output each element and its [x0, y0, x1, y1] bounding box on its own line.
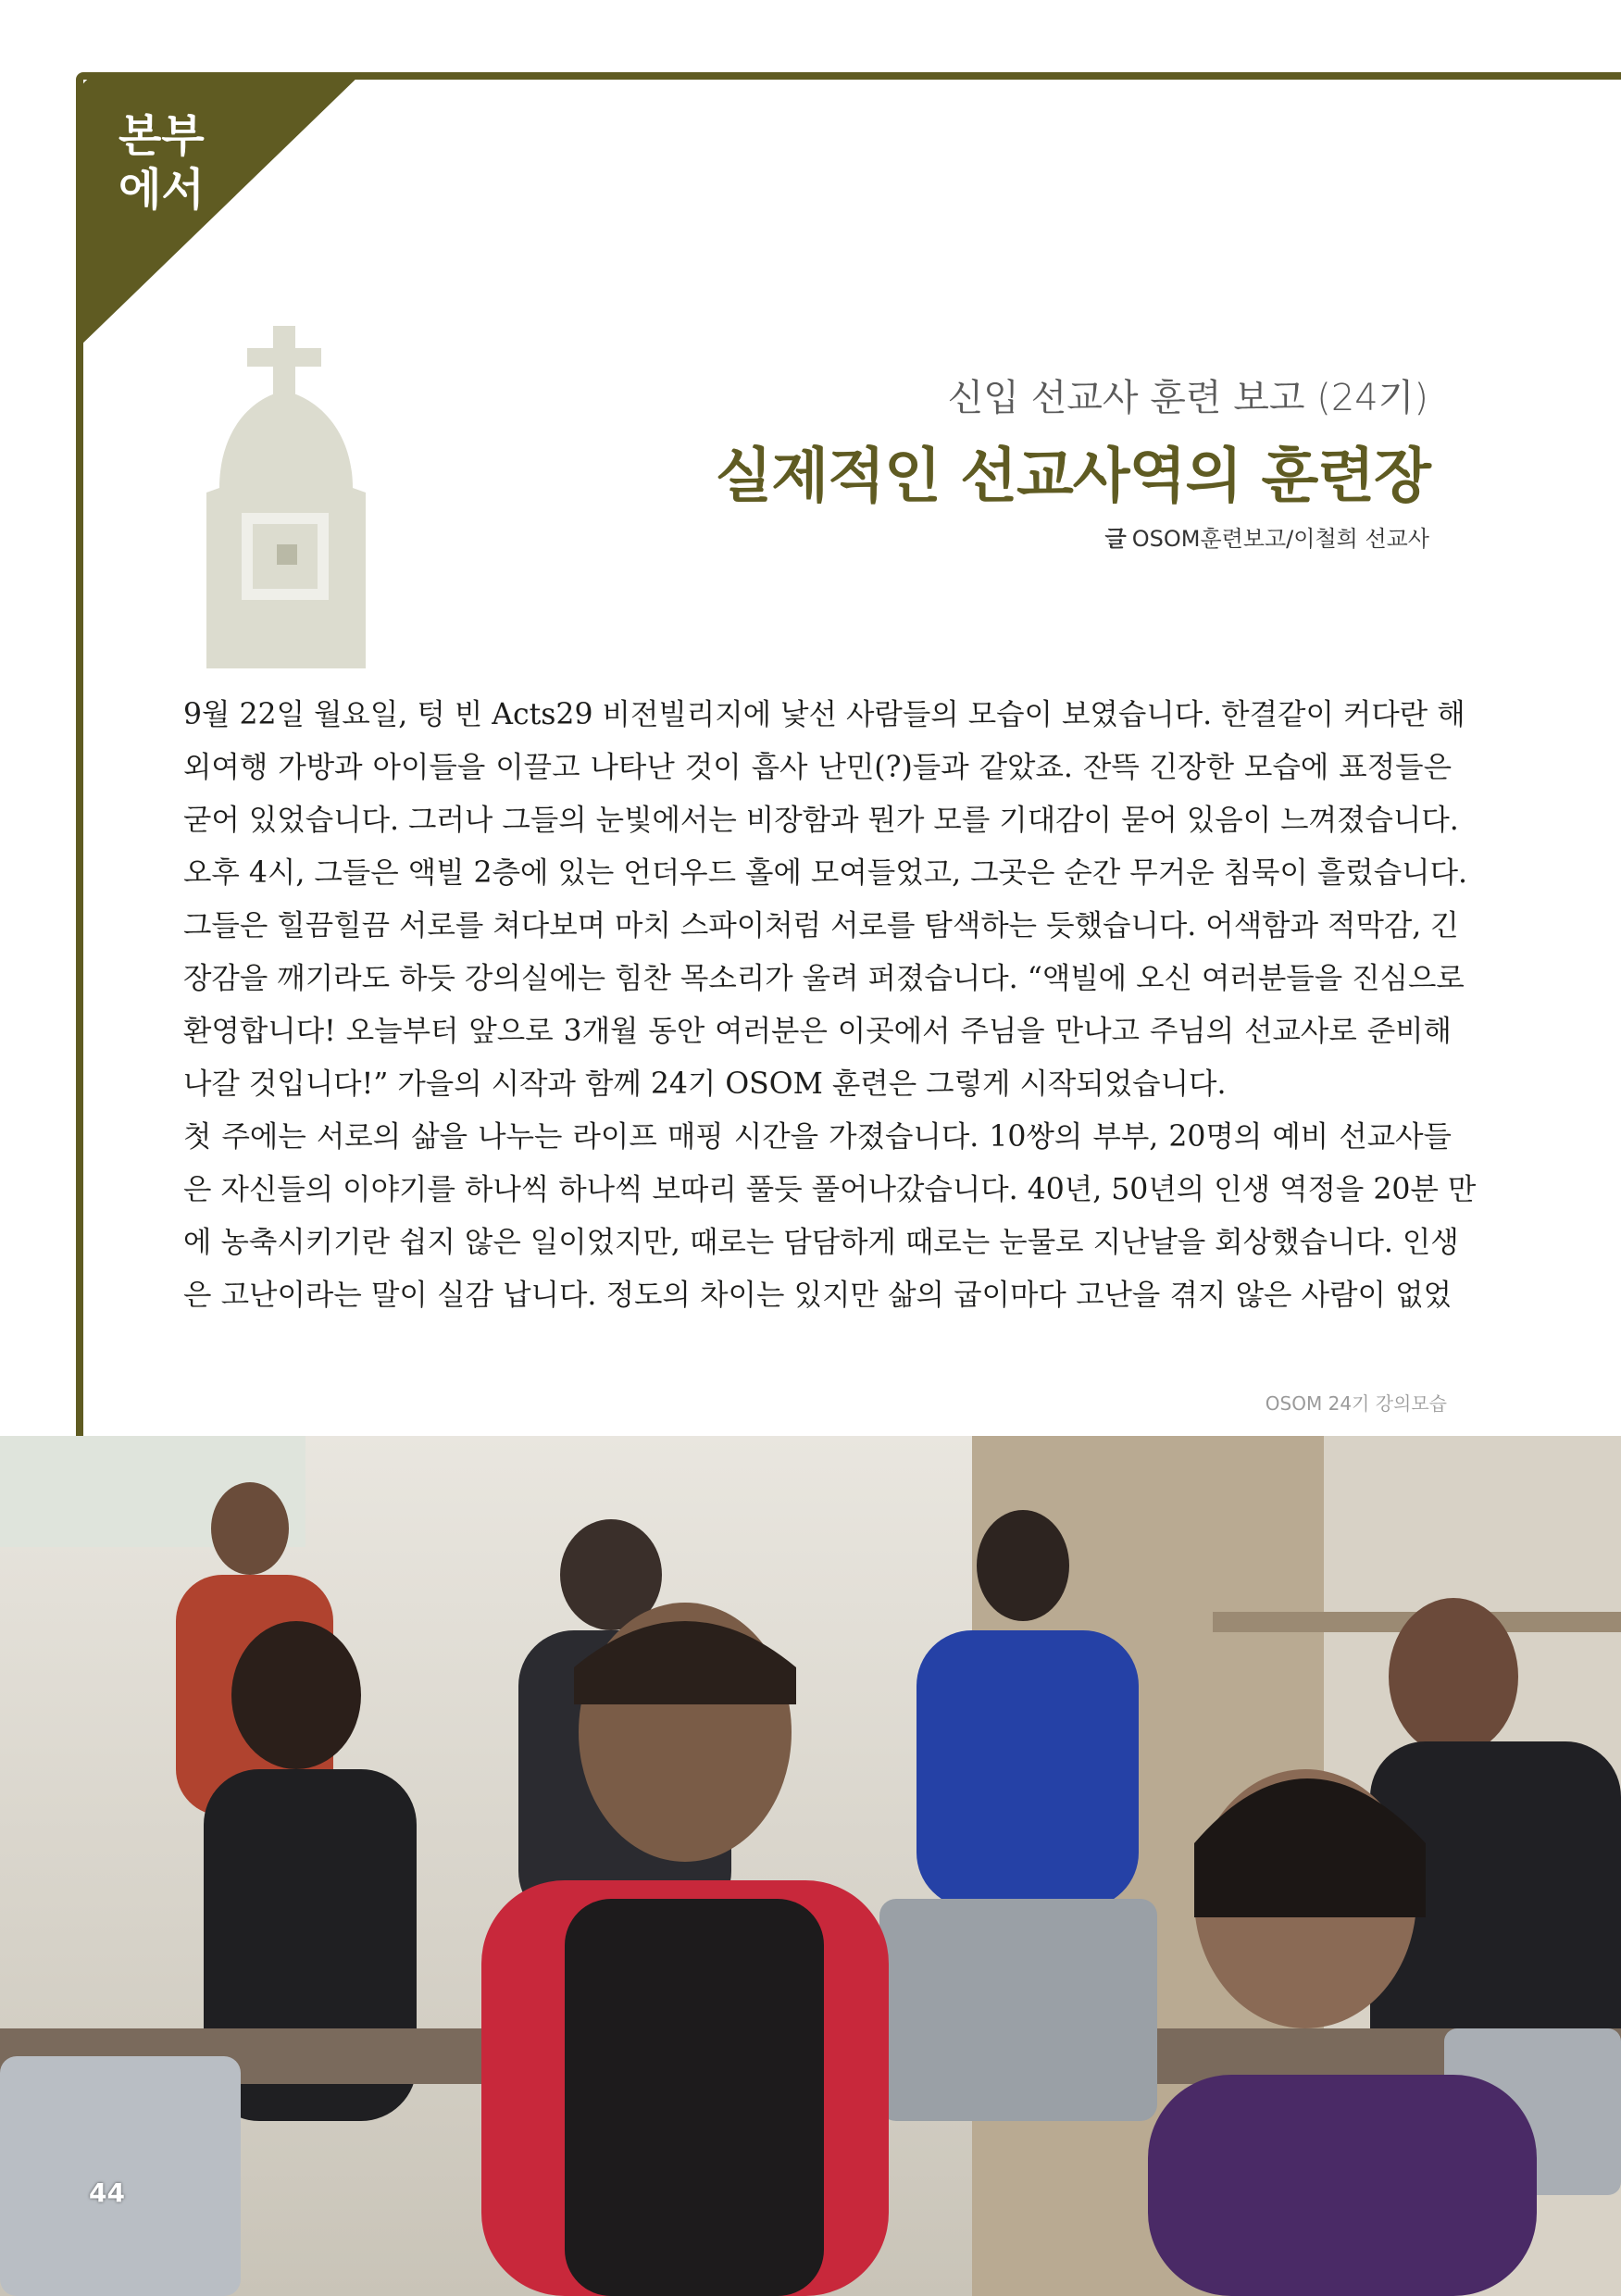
body-line: 은 자신들의 이야기를 하나씩 하나씩 보따리 풀듯 풀어나갔습니다. 40년, 50년의 인생 역정을 20분 만 — [183, 1173, 1477, 1206]
body-line: 외여행 가방과 아이들을 이끌고 나타난 것이 흡사 난민(?)들과 같았죠. 잔뜩 긴장한 모습에 표정들은 — [183, 751, 1452, 784]
article-body — [183, 689, 1477, 1322]
body-line: 장감을 깨기라도 하듯 강의실에는 힘찬 목소리가 울려 퍼졌습니다. “액빌에 오신 여러분들을 진심으로 — [183, 962, 1465, 995]
body-line: 은 고난이라는 말이 실감 납니다. 정도의 차이는 있지만 삶의 굽이마다 고난을 겪지 않은 사람이 없었 — [183, 1279, 1452, 1312]
section-label-line2: 에서 — [118, 164, 205, 216]
body-line: 에 농축시키기란 쉽지 않은 일이었지만, 때로는 담담하게 때로는 눈물로 지난날을 회상했습니다. 인생 — [183, 1226, 1459, 1259]
body-line: 첫 주에는 서로의 삶을 나누는 라이프 매핑 시간을 가졌습니다. 10쌍의 부부, 20명의 예비 선교사들 — [183, 1120, 1452, 1154]
byline-prefix: 글 — [1104, 526, 1127, 552]
classroom-photo — [0, 1436, 1621, 2296]
body-line: 9월 22일 월요일, 텅 빈 Acts29 비전빌리지에 낯선 사람들의 모습이 보였습니다. 한결같이 커다란 해 — [183, 698, 1465, 731]
body-line: 오후 4시, 그들은 액빌 2층에 있는 언더우드 홀에 모여들었고, 그곳은 순간 무거운 침묵이 흘렀습니다. — [183, 856, 1468, 890]
article-byline — [1105, 520, 1429, 553]
section-label-line1: 본부 — [118, 110, 205, 162]
article-title: 실제적인 선교사역의 훈련장 — [715, 443, 1430, 511]
page-number: 44 — [89, 2177, 125, 2208]
photo-caption: OSOM 24기 강의모습 — [1265, 1392, 1447, 1415]
body-line: 그들은 힐끔힐끔 서로를 쳐다보며 마치 스파이처럼 서로를 탐색하는 듯했습니다. 어색함과 적막감, 긴 — [183, 909, 1459, 942]
section-label — [118, 109, 205, 217]
body-line: 굳어 있었습니다. 그러나 그들의 눈빛에서는 비장함과 뭔가 모를 기대감이 묻어 있음이 느껴졌습니다. — [183, 804, 1459, 837]
body-line: 나갈 것입니다!” 가을의 시작과 함께 24기 OSOM 훈련은 그렇게 시작되었습니다. — [183, 1067, 1227, 1101]
body-line: 환영합니다! 오늘부터 앞으로 3개월 동안 여러분은 이곳에서 주님을 만나고 주님의 선교사로 준비해 — [183, 1015, 1452, 1048]
byline-author: OSOM훈련보고/이철희 선교사 — [1131, 526, 1429, 552]
church-emblem-icon — [190, 326, 380, 668]
article-subtitle: 신입 선교사 훈련 보고 (24기) — [947, 377, 1428, 419]
